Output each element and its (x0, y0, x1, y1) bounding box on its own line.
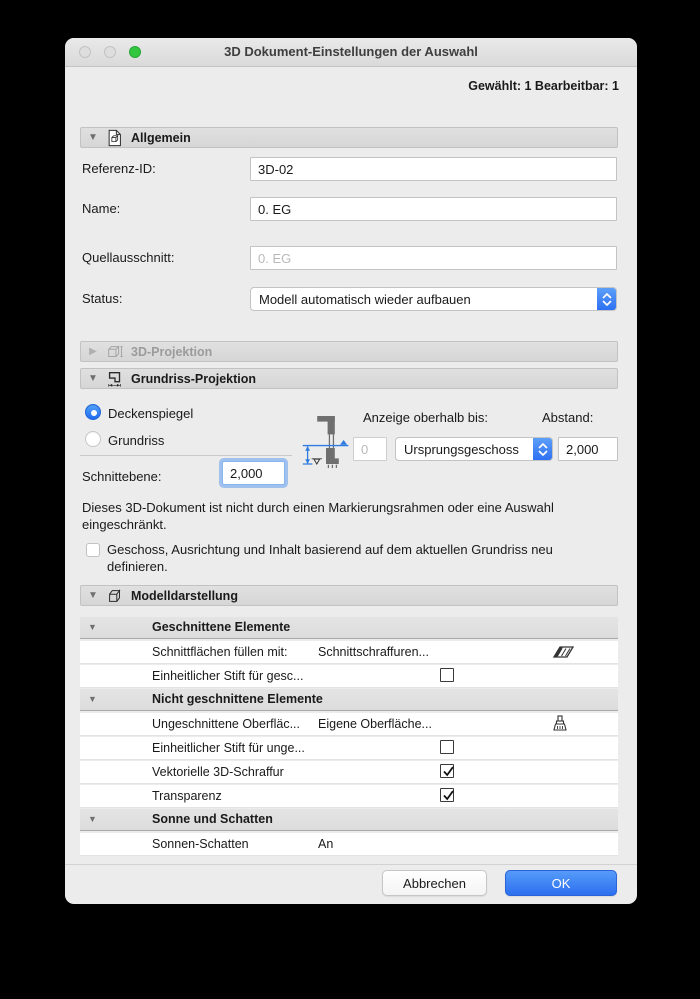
row-label: Vektorielle 3D-Schraffur (152, 765, 284, 779)
allgemein-doc-icon (106, 129, 124, 147)
name-input[interactable] (250, 197, 617, 221)
row-label: Sonnen-Schatten (152, 837, 249, 851)
row-label: Einheitlicher Stift für unge... (152, 741, 305, 755)
cut-plane-diagram-icon (298, 404, 354, 480)
chevron-up-down-icon (597, 287, 616, 311)
schnittebene-label: Schnittebene: (82, 469, 162, 484)
quellausschnitt-input (250, 246, 617, 270)
row-value[interactable]: An (318, 837, 334, 851)
chevron-up-down-icon (533, 437, 552, 461)
anzeige-oberhalb-dropdown[interactable] (395, 437, 553, 461)
status-label: Status: (82, 291, 123, 306)
model-section-row (80, 689, 618, 711)
row-label: Einheitlicher Stift für gesc... (152, 669, 304, 683)
section-modelldarstellung[interactable] (80, 585, 618, 606)
row-label: Schnittflächen füllen mit: (152, 645, 288, 659)
model-setting-row[interactable] (80, 785, 618, 808)
model-section-row (80, 617, 618, 639)
row-checkbox[interactable] (440, 764, 454, 778)
row-checkbox[interactable] (440, 668, 454, 682)
grundriss-radio-label: Grundriss (108, 433, 165, 448)
model-setting-row[interactable] (80, 665, 618, 688)
section-grundriss-projektion[interactable] (80, 368, 618, 389)
deckenspiegel-radio-label: Deckenspiegel (108, 406, 194, 421)
row-label: Sonne und Schatten (152, 812, 273, 826)
redefine-checkbox[interactable] (86, 543, 100, 557)
projektion-3d-icon (106, 343, 124, 361)
abstand-input[interactable] (558, 437, 618, 461)
restriction-info-text: Dieses 3D-Dokument ist nicht durch einen Markierungsrahmen oder eine Auswahl eingeschränkt. (82, 500, 554, 532)
disclosure-triangle-icon[interactable]: ▼ (88, 694, 97, 704)
ok-button[interactable]: OK (505, 870, 617, 896)
anzeige-value-input (353, 437, 387, 461)
brush-icon (552, 715, 576, 733)
row-label: Nicht geschnittene Elemente (152, 692, 323, 706)
grundriss-projektion-icon (106, 370, 124, 388)
status-dropdown[interactable] (250, 287, 617, 311)
row-label: Transparenz (152, 789, 222, 803)
row-value[interactable]: Eigene Oberfläche... (318, 717, 432, 731)
modell-table (80, 617, 618, 857)
deckenspiegel-radio[interactable] (85, 404, 101, 420)
section-3d-projektion-label: 3D-Projektion (131, 344, 213, 359)
redefine-checkbox-label: Geschoss, Ausrichtung und Inhalt basierend auf dem aktuellen Grundriss neu definieren. (107, 542, 553, 574)
section-allgemein[interactable] (80, 127, 618, 148)
model-setting-row[interactable] (80, 713, 618, 736)
disclosure-triangle-icon[interactable]: ▼ (88, 622, 97, 632)
divider (80, 455, 292, 456)
anzeige-oberhalb-label: Anzeige oberhalb bis: (363, 410, 489, 425)
dialog-window (65, 38, 637, 904)
name-label: Name: (82, 201, 121, 216)
status-dropdown-value: Modell automatisch wieder aufbauen (259, 291, 471, 307)
row-label: Ungeschnittene Oberfläc... (152, 717, 300, 731)
row-label: Geschnittene Elemente (152, 620, 291, 634)
disclosure-triangle-icon[interactable]: ▶ (89, 345, 97, 357)
disclosure-triangle-icon[interactable]: ▼ (88, 589, 98, 601)
disclosure-triangle-icon[interactable]: ▼ (88, 814, 97, 824)
row-value[interactable]: Schnittschraffuren... (318, 645, 429, 659)
hatch-icon (552, 643, 576, 661)
row-checkbox[interactable] (440, 740, 454, 754)
anzeige-oberhalb-dropdown-value: Ursprungsgeschoss (404, 441, 519, 457)
model-setting-row[interactable] (80, 737, 618, 760)
footer-divider (65, 864, 637, 865)
row-checkbox[interactable] (440, 788, 454, 802)
schnittebene-input[interactable] (222, 461, 285, 485)
section-modelldarstellung-label: Modelldarstellung (131, 588, 238, 603)
disclosure-triangle-icon[interactable]: ▼ (88, 131, 98, 143)
title-bar[interactable] (65, 38, 637, 67)
grundriss-radio[interactable] (85, 431, 101, 447)
cancel-button[interactable]: Abbrechen (382, 870, 487, 896)
model-setting-row[interactable] (80, 833, 618, 856)
model-setting-row[interactable] (80, 761, 618, 784)
selection-status: Gewählt: 1 Bearbeitbar: 1 (468, 79, 619, 93)
section-grundriss-projektion-label: Grundriss-Projektion (131, 371, 257, 386)
abstand-label: Abstand: (542, 410, 594, 425)
disclosure-triangle-icon[interactable]: ▼ (88, 372, 98, 384)
window-title: 3D Dokument-Einstellungen der Auswahl (224, 44, 478, 59)
model-section-row (80, 809, 618, 831)
modelldarstellung-cube-icon (106, 587, 124, 605)
section-3d-projektion[interactable] (80, 341, 618, 362)
quellausschnitt-label: Quellausschnitt: (82, 250, 175, 265)
referenz-id-label: Referenz-ID: (82, 161, 156, 176)
section-allgemein-label: Allgemein (131, 130, 191, 145)
model-setting-row[interactable] (80, 641, 618, 664)
referenz-id-input[interactable] (250, 157, 617, 181)
